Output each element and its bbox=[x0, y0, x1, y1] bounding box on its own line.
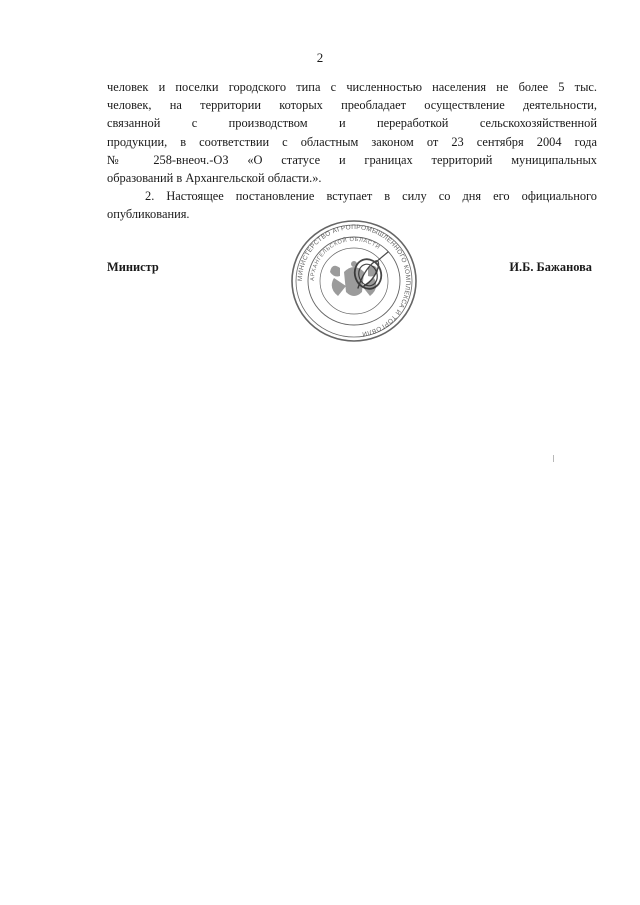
body-line: опубликования. bbox=[107, 207, 190, 222]
official-seal-stamp bbox=[288, 218, 420, 344]
signatory-name: И.Б. Бажанова bbox=[509, 260, 592, 274]
seal-inner-text: АРХАНГЕЛЬСКОЙ ОБЛАСТИ bbox=[309, 236, 381, 282]
body-text bbox=[107, 78, 597, 224]
body-line-paragraph-2: 2. Настоящее постановление вступает в силу со дня его официального bbox=[145, 189, 597, 204]
body-line: человек и поселки городского типа с численностью населения не более 5 тыс. bbox=[107, 80, 597, 94]
signatory-title: Министр bbox=[107, 260, 159, 274]
scan-artifact bbox=[553, 455, 554, 462]
body-line: связанной с производством и переработкой сельскохозяйственной bbox=[107, 116, 597, 131]
body-line: продукции, в соответствии с областным законом от 23 сентября 2004 года bbox=[107, 134, 597, 149]
seal-outer-text: МИНИСТЕРСТВО АГРОПРОМЫШЛЕННОГО КОМПЛЕКСА И ТОРГОВЛИ bbox=[296, 223, 412, 338]
eagle-emblem-icon bbox=[330, 261, 378, 296]
page-number: 2 bbox=[316, 50, 324, 65]
body-line: образований в Архангельской области.». bbox=[107, 171, 322, 186]
body-line: № 258-внеоч.-ОЗ «О статусе и границах территорий муниципальных bbox=[107, 152, 597, 167]
body-line: человек, на территории которых преобладает осуществление деятельности, bbox=[107, 98, 597, 113]
